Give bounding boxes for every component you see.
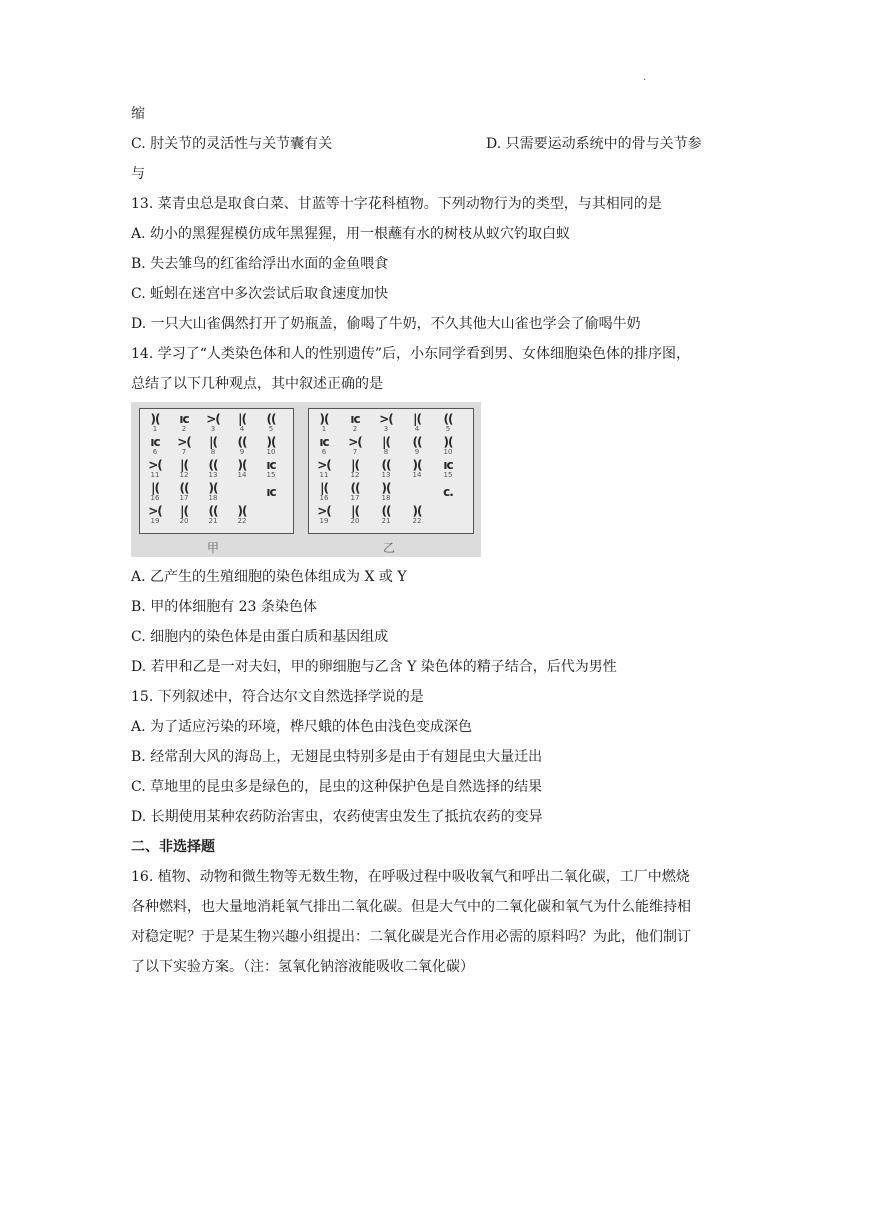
chromosome-pair: [344, 436, 366, 458]
chromosome-pair: [173, 436, 195, 458]
chromosome-number: 14: [237, 471, 247, 479]
chromosome-shape: |(: [151, 481, 159, 495]
chromosome-number: 19: [319, 517, 329, 525]
chromosome-shape: )(: [150, 412, 160, 426]
q13-option-c: C. 蚯蚓在迷宫中多次尝试后取食速度加快: [131, 286, 389, 302]
q13-option-b: B. 失去雏鸟的红雀给浮出水面的金鱼喂食: [131, 256, 389, 272]
chromosome-shape: )(: [412, 458, 422, 472]
chromosome-number: 11: [319, 471, 329, 479]
chromosome-pair: [406, 413, 428, 435]
chromosome-number: 1: [321, 425, 327, 433]
chromosome-number: 2: [352, 425, 358, 433]
chromosome-shape: ((: [443, 412, 453, 426]
chromosome-number: 20: [179, 517, 189, 525]
chromosome-shape: >(: [177, 435, 191, 449]
chromosome-shape: |(: [413, 412, 421, 426]
chromosome-shape: >(: [379, 412, 393, 426]
option-row: [131, 134, 741, 154]
chromosome-pair: [344, 459, 366, 481]
q13-option-a: A. 幼小的黑猩猩模仿成年黑猩猩，用一根蘸有水的树枝从蚁穴钓取白蚁: [131, 226, 571, 242]
chromosome-pair: [375, 413, 397, 435]
chromosome-number: 17: [350, 494, 360, 502]
chromosome-shape: >(: [206, 412, 220, 426]
option-d: D. 只需要运动系统中的骨与关节参: [486, 136, 702, 152]
chromosome-number: 12: [179, 471, 189, 479]
chromosome-number: 6: [152, 448, 158, 456]
chromosome-pair: [173, 459, 195, 481]
chromosome-pair: [144, 413, 166, 435]
chromosome-pair: [202, 436, 224, 458]
text-line: 缩: [131, 106, 145, 122]
chromosome-pair: [375, 505, 397, 527]
chromosome-pair: [406, 436, 428, 458]
chromosome-pair: [173, 505, 195, 527]
chromosome-pair: [144, 482, 166, 504]
question-15: 15. 下列叙述中，符合达尔文自然选择学说的是: [131, 689, 424, 705]
chromosome-shape: ıc: [266, 458, 276, 472]
chromosome-grid-b: [313, 413, 469, 531]
chromosome-pair: [406, 505, 428, 527]
chromosome-shape: ((: [412, 435, 422, 449]
figure-label-b: 乙: [383, 541, 396, 555]
chromosome-number: 4: [239, 425, 245, 433]
chromosome-pair: [202, 413, 224, 435]
chromosome-number: 19: [150, 517, 160, 525]
section-heading: 二、非选择题: [131, 839, 215, 855]
option-c: C. 肘关节的灵活性与关节囊有关: [131, 136, 333, 152]
chromosome-number: 9: [239, 448, 245, 456]
chromosome-shape: |(: [209, 435, 217, 449]
chromosome-pair: [260, 436, 282, 458]
chromosome-shape: >(: [348, 435, 362, 449]
chromosome-pair: [313, 482, 335, 504]
chromosome-number: 4: [414, 425, 420, 433]
q14-option-a: A. 乙产生的生殖细胞的染色体组成为 X 或 Y: [131, 569, 407, 585]
chromosome-shape: |(: [320, 481, 328, 495]
chromosome-shape: )(: [381, 481, 391, 495]
chromosome-number: 5: [268, 425, 274, 433]
chromosome-number: 18: [208, 494, 218, 502]
q14-option-d: D. 若甲和乙是一对夫妇，甲的卵细胞与乙含 Y 染色体的精子结合，后代为男性: [131, 659, 617, 675]
chromosome-pair: [313, 436, 335, 458]
chromosome-number: 22: [412, 517, 422, 525]
chromosome-shape: ((: [350, 481, 360, 495]
chromosome-shape: )(: [412, 504, 422, 518]
chromosome-pair: [313, 413, 335, 435]
chromosome-pair: [313, 505, 335, 527]
chromosome-shape: ((: [266, 412, 276, 426]
chromosome-shape: ((: [208, 458, 218, 472]
sex-chromosome-pair: [260, 486, 282, 508]
chromosome-pair: [173, 482, 195, 504]
question-13: 13. 菜青虫总是取食白菜、甘蓝等十字花科植物。下列动物行为的类型，与其相同的是: [131, 196, 662, 212]
karyotype-panel-a: [139, 408, 294, 534]
chromosome-number: 12: [350, 471, 360, 479]
chromosome-shape: >(: [317, 458, 331, 472]
chromosome-pair: [437, 436, 459, 458]
chromosome-shape: |(: [180, 504, 188, 518]
chromosome-number: 22: [237, 517, 247, 525]
chromosome-pair: [313, 459, 335, 481]
chromosome-shape: ıc: [266, 485, 276, 499]
q15-option-d: D. 长期使用某种农药防治害虫，农药使害虫发生了抵抗农药的变异: [131, 809, 543, 825]
chromosome-pair: [344, 413, 366, 435]
question-14-cont: 总结了以下几种观点，其中叙述正确的是: [131, 376, 383, 392]
chromosome-pair: [375, 482, 397, 504]
chromosome-number: 11: [150, 471, 160, 479]
chromosome-number: 21: [381, 517, 391, 525]
chromosome-shape: c.: [443, 485, 453, 499]
chromosome-pair: [202, 482, 224, 504]
q15-option-b: B. 经常刮大风的海岛上，无翅昆虫特别多是由于有翅昆虫大量迁出: [131, 749, 543, 765]
chromosome-number: 5: [445, 425, 451, 433]
chromosome-shape: |(: [382, 435, 390, 449]
question-16-line1: 16. 植物、动物和微生物等无数生物，在呼吸过程中吸收氧气和呼出二氧化碳，工厂中燃烧: [131, 869, 690, 885]
chromosome-shape: )(: [208, 481, 218, 495]
chromosome-pair: [144, 459, 166, 481]
figure-label-a: 甲: [207, 541, 220, 555]
chromosome-pair: [231, 505, 253, 527]
chromosome-number: 13: [381, 471, 391, 479]
sex-chromosome-pair: [437, 486, 459, 508]
chromosome-number: 8: [210, 448, 216, 456]
chromosome-pair: [202, 459, 224, 481]
chromosome-shape: |(: [238, 412, 246, 426]
chromosome-number: 1: [152, 425, 158, 433]
chromosome-pair: [260, 459, 282, 481]
chromosome-number: 21: [208, 517, 218, 525]
chromosome-shape: ıc: [319, 435, 329, 449]
chromosome-shape: |(: [351, 458, 359, 472]
chromosome-shape: ıc: [150, 435, 160, 449]
chromosome-shape: >(: [317, 504, 331, 518]
chromosome-shape: ıc: [179, 412, 189, 426]
chromosome-pair: [231, 459, 253, 481]
chromosome-shape: |(: [180, 458, 188, 472]
chromosome-shape: ((: [381, 504, 391, 518]
chromosome-number: 15: [443, 471, 453, 479]
question-14: 14. 学习了“人类染色体和人的性别遗传”后，小东同学看到男、女体细胞染色体的排序图，: [131, 346, 691, 362]
q14-option-c: C. 细胞内的染色体是由蛋白质和基因组成: [131, 629, 389, 645]
question-16-line2: 各种燃料，也大量地消耗氧气排出二氧化碳。但是大气中的二氧化碳和氧气为什么能维持相: [131, 899, 691, 915]
karyotype-panel-b: [308, 408, 474, 534]
chromosome-number: 10: [443, 448, 453, 456]
chromosome-pair: [260, 413, 282, 435]
chromosome-grid-a: [144, 413, 289, 531]
chromosome-number: 15: [266, 471, 276, 479]
chromosome-number: 18: [381, 494, 391, 502]
question-16-line4: 了以下实验方案。（注：氢氧化钠溶液能吸收二氧化碳）: [131, 959, 474, 975]
chromosome-number: 13: [208, 471, 218, 479]
chromosome-shape: )(: [237, 504, 247, 518]
chromosome-number: 7: [181, 448, 187, 456]
chromosome-shape: ((: [237, 435, 247, 449]
chromosome-number: 16: [319, 494, 329, 502]
chromosome-number: 6: [321, 448, 327, 456]
karyotype-figure: [131, 402, 481, 557]
chromosome-shape: )(: [443, 435, 453, 449]
q15-option-a: A. 为了适应污染的环境，桦尺蛾的体色由浅色变成深色: [131, 719, 473, 735]
chromosome-shape: ıc: [443, 458, 453, 472]
chromosome-shape: ((: [179, 481, 189, 495]
chromosome-shape: )(: [319, 412, 329, 426]
chromosome-pair: [375, 459, 397, 481]
chromosome-pair: [144, 436, 166, 458]
chromosome-pair: [406, 459, 428, 481]
q15-option-c: C. 草地里的昆虫多是绿色的，昆虫的这种保护色是自然选择的结果: [131, 779, 543, 795]
q13-option-d: D. 一只大山雀偶然打开了奶瓶盖，偷喝了牛奶，不久其他大山雀也学会了偷喝牛奶: [131, 316, 641, 332]
chromosome-pair: [375, 436, 397, 458]
chromosome-shape: ((: [381, 458, 391, 472]
chromosome-shape: ((: [208, 504, 218, 518]
chromosome-pair: [344, 505, 366, 527]
chromosome-pair: [231, 413, 253, 435]
chromosome-shape: |(: [351, 504, 359, 518]
chromosome-pair: [344, 482, 366, 504]
chromosome-number: 20: [350, 517, 360, 525]
chromosome-number: 7: [352, 448, 358, 456]
question-16-line3: 对稳定呢？于是某生物兴趣小组提出：二氧化碳是光合作用必需的原料吗？为此，他们制订: [131, 929, 691, 945]
chromosome-number: 16: [150, 494, 160, 502]
chromosome-number: 14: [412, 471, 422, 479]
chromosome-pair: [202, 505, 224, 527]
chromosome-number: 9: [414, 448, 420, 456]
chromosome-number: 2: [181, 425, 187, 433]
text-line: 与: [131, 166, 145, 182]
chromosome-number: 8: [383, 448, 389, 456]
chromosome-pair: [144, 505, 166, 527]
chromosome-pair: [231, 436, 253, 458]
chromosome-shape: >(: [148, 504, 162, 518]
chromosome-shape: )(: [266, 435, 276, 449]
q14-option-b: B. 甲的体细胞有 23 条染色体: [131, 599, 317, 615]
chromosome-number: 3: [383, 425, 389, 433]
chromosome-number: 17: [179, 494, 189, 502]
chromosome-shape: >(: [148, 458, 162, 472]
chromosome-shape: ıc: [350, 412, 360, 426]
chromosome-pair: [173, 413, 195, 435]
chromosome-number: 3: [210, 425, 216, 433]
page-dot: ·: [643, 75, 647, 86]
chromosome-pair: [437, 413, 459, 435]
chromosome-pair: [437, 459, 459, 481]
chromosome-number: 10: [266, 448, 276, 456]
chromosome-shape: )(: [237, 458, 247, 472]
